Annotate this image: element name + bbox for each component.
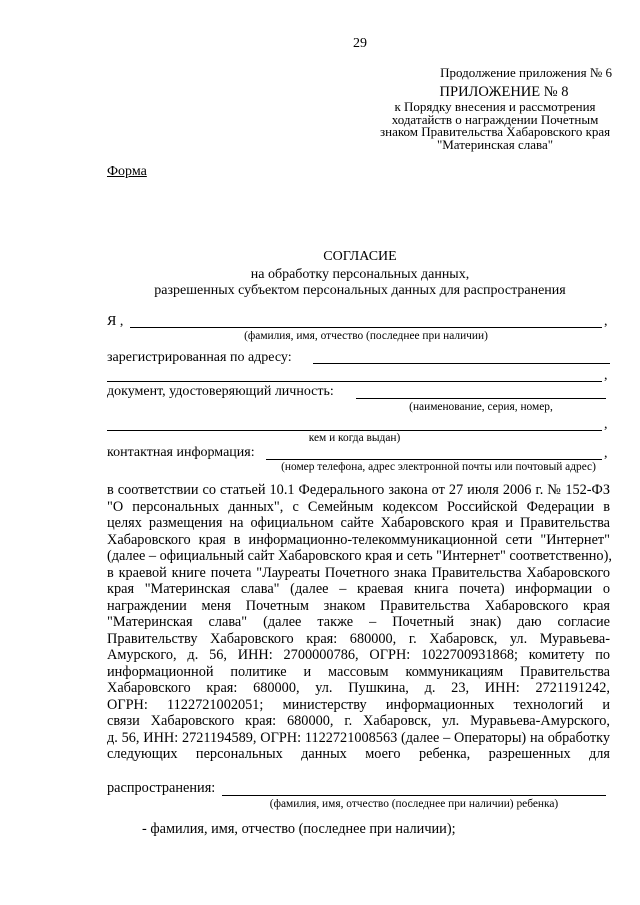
body-line: "Материнская слава" (далее также – Почетный знак) даю согласие: [107, 614, 610, 630]
fio-line[interactable]: [130, 327, 602, 328]
body-line: д. 56, ИНН: 2721194589, ОГРН: 1122721008563 (далее – Операторы) на обработку: [107, 729, 610, 746]
appendix-line-1: к Порядку внесения и рассмотрения: [394, 99, 596, 114]
list-item: - фамилия, имя, отчество (последнее при наличии);: [142, 821, 456, 837]
document-label: документ, удостоверяющий личность:: [107, 384, 334, 399]
body-line: Амурского, д. 56, ИНН: 2700000786, ОГРН: 1022700931868; комитету по: [107, 647, 610, 663]
body-line: информационной политике и массовым коммуникациям Правительства: [107, 663, 610, 680]
page-number: 29: [353, 36, 367, 51]
body-line: края "Материнская слава" (далее – краевая книга почета) информации о: [107, 581, 610, 597]
appendix-caption: [380, 101, 610, 151]
body-line: целях размещения на официальном сайте Хабаровского края и Правительства: [107, 515, 610, 531]
body-line: ОГРН: 1122721002051; министерству информационных технологий и: [107, 696, 610, 713]
contact-hint: (номер телефона, адрес электронной почты или почтовый адрес): [281, 461, 596, 473]
document-line[interactable]: [356, 398, 606, 399]
appendix-line-3: знаком Правительства Хабаровского края: [380, 124, 611, 139]
body-line: в соответствии со статьей 10.1 Федерального закона от 27 июля 2006 г. № 152-ФЗ: [107, 482, 610, 498]
address-label: зарегистрированная по адресу:: [107, 350, 292, 365]
child-fio-hint: (фамилия, имя, отчество (последнее при наличии) ребенка): [269, 798, 559, 810]
body-line: Хабаровского края: 680000, ул. Пушкина, д. 23, ИНН: 2721191242,: [107, 680, 610, 696]
appendix-title: ПРИЛОЖЕНИЕ № 8: [439, 84, 569, 100]
body-line: Хабаровского края в информационно-телекоммуникационной сети "Интернет": [107, 531, 610, 548]
address-line-2[interactable]: [107, 381, 602, 382]
body-line: в краевой книге почета "Лауреаты Почетного знака Правительства Хабаровского: [107, 564, 610, 581]
address-comma: ,: [604, 368, 608, 383]
child-fio-line[interactable]: [222, 795, 606, 796]
fio-hint: (фамилия, имя, отчество (последнее при наличии): [244, 330, 488, 342]
document-hint: (наименование, серия, номер,: [409, 401, 553, 413]
body-line: следующих персональных данных моего ребенка, разрешенных для: [107, 746, 610, 762]
body-line: награждении меня Почетным знаком Правительства Хабаровского края: [107, 597, 610, 614]
issued-hint: кем и когда выдан): [308, 432, 401, 444]
consent-body: [107, 482, 610, 763]
body-line: связи Хабаровского края: 680000, г. Хабаровск, ул. Муравьева-Амурского,: [107, 713, 610, 729]
consent-title: СОГЛАСИЕ: [323, 249, 397, 264]
consent-subtitle-1: на обработку персональных данных,: [250, 267, 470, 282]
form-label: Форма: [107, 164, 147, 179]
appendix-continuation: Продолжение приложения № 6: [440, 65, 612, 80]
document-comma: ,: [604, 417, 608, 432]
distribution-label: распространения:: [107, 780, 216, 796]
contact-label: контактная информация:: [107, 445, 255, 460]
appendix-line-2: ходатайств о награждении Почетным: [391, 111, 599, 127]
consent-subtitle-2: разрешенных субъектом персональных данных для распространения: [154, 283, 566, 298]
appendix-line-4: "Материнская слава": [436, 136, 554, 152]
body-line: Правительству Хабаровского края: 680000, г. Хабаровск, ул. Муравьева-: [107, 630, 610, 647]
address-line[interactable]: [313, 363, 610, 364]
document-line-2[interactable]: [107, 430, 602, 431]
i-label: Я ,: [107, 314, 124, 329]
fio-comma: ,: [604, 314, 608, 329]
body-line: (далее – официальный сайт Хабаровского края и сеть "Интернет" соответственно),: [107, 548, 612, 564]
body-line: "О персональных данных", с Семейным кодексом Российской Федерации в: [107, 498, 610, 515]
contact-comma: ,: [604, 446, 608, 461]
contact-line[interactable]: [266, 459, 602, 460]
